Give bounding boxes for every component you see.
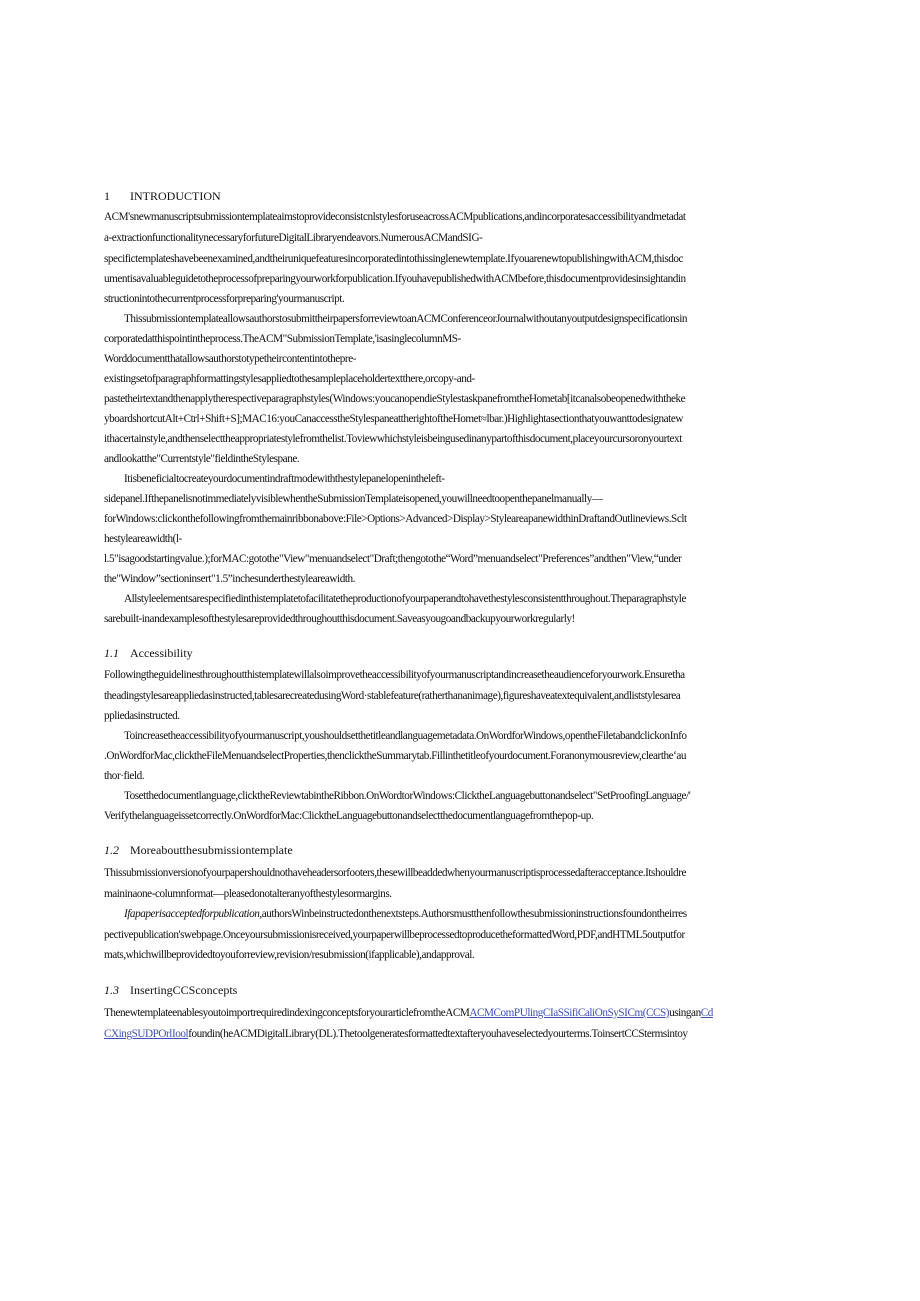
- subsection-heading: 1.3 InsertingCCSconcepts: [104, 983, 238, 997]
- text-line: Tosetthedocumentlanguage,clicktheReviewtabintheRibbon.OnWordtorWindows:ClicktheLanguagebuttonandselect"SetProofingLanguage/': [124, 790, 691, 802]
- text-line: Worddocumentthatallowsauthorstotypetheircontentintothepre-: [104, 353, 356, 365]
- text-line: sarebuilt-inandexamplesofthestylesareprovidedthroughoutthisdocument.Saveasyougoandbackupyourworkregularly!: [104, 613, 575, 625]
- subsection-heading: 1.2 Moreaboutthesubmissiontemplate: [104, 843, 293, 857]
- text-line: CXingSUDPOrlIoolfoundin(heACMDigitalLibrary(DL).Thetoolgeneratesformattedtextafteryouhaveselectedyourterms.ToinsertCCStermsintoy: [104, 1028, 688, 1040]
- text-line: pectivepublication'swebpage.Onceyoursubmissionisreceived,yourpaperwillbeprocessedtoproducetheformattedWord,PDF,andHTML5outputfor: [104, 929, 685, 941]
- text-line: sidepanel.IfthepanelisnotimmediatelyvisiblewhentheSubmissionTemplateisopened,youwillneedtoopenthepanelmanually—: [104, 493, 603, 505]
- text-line: ppliedasinstructed.: [104, 710, 180, 722]
- text-line: Allstyleelementsarespecifiedinthistemplatetofacilitatetheproductionofyourpaperandtohavethestylesconsistentthroughout.Theparagraphstyle: [124, 593, 686, 605]
- ccs-tool-link-cont[interactable]: CXingSUDPOrlIool: [104, 1028, 189, 1040]
- text-line: a-extractionfunctionalitynecessaryforfutureDigitalLibraryendeavors.NumerousACMandSIG-: [104, 232, 483, 244]
- text-line: Ifapaperisacceptedforpublication,authorsWinbeinstructedonthenextsteps.Authorsmustthenfollowthesubmissioninstructionsfoundontheirres: [124, 908, 687, 920]
- text-line: yboardshortcutAlt+Ctrl+Shift+S];MAC16:youCanaccesstheStylespaneattherightoftheHomet≈lbar.)Highlightasectionthatyouwanttodesignatew: [104, 413, 683, 425]
- text-line: Verifythelanguageissetcorrectly.OnWordforMac:ClicktheLanguagebuttonandselectthedocumentlanguagefromthepop-up.: [104, 810, 594, 822]
- text-line: corporatedatthispointintheprocess.TheACM"SubmissionTemplate,'isasinglecolumnMS-: [104, 333, 461, 345]
- text-line: Followingtheguidelinesthroughoutthistemplatewillalsoimprovetheaccessibilityofyourmanuscriptandincreasetheaudienceforyourwork.Ensuretha: [104, 669, 685, 681]
- text-line: specifictemplateshavebeenexamined,andtheiruniquefeaturesincorporatedintothissinglenewtemplate.IfyouarenewtopublishingwithACM,thisdoc: [104, 253, 684, 265]
- text-line: ithacertainstyle,andthenselecttheappropriatestylefromthelist.Toviewwhichstyleisbeingusedinanypartofthisdocument,placeyourcursoronyourtext: [104, 433, 682, 445]
- text-line: ThenewtemplateenablesyoutoimportrequiredindexingconceptsforyourarticlefromtheACMACMComPUlingCIaSSifiCaliOnSySICm(CCS)usinganCd: [104, 1007, 713, 1019]
- text-line: .OnWordforMac,clicktheFileMenuandselectProperties,thenclicktheSummarytab.Fillinthetitleofyourdocument.Foranonymousreview,cleartheʻau: [104, 750, 687, 762]
- text-line: maininaone-columnformat—pleasedonotalteranyofthestylesormargins.: [104, 888, 392, 900]
- section-heading: 1 INTRODUCTION: [104, 189, 221, 203]
- text-line: Toincreasetheaccessibilityofyourmanuscript,youshouldsetthetitleandlanguagemetadata.OnWordforWindows,opentheFiletabandclickonInfo: [124, 730, 687, 742]
- text-line: ACM'snewmanuscriptsubmissiontemplateaimstoprovideconsistcnlstylesforuseacrossACMpublications,andincorporatesaccessibilityandmetadat: [104, 211, 686, 223]
- text-line: umentisavaluableguidetotheprocessofpreparingyourworkforpublication.IfyouhavepublishedwithACMbefore,thisdocumentprovidesinsightandin: [104, 273, 686, 285]
- text-line: forWindows:clickonthefollowingfromthemainribbonabove:File>Options>Advanced>Display>StyleareapanewidthinDraftandOutlineviews.Sclt: [104, 513, 687, 525]
- text-line: existingsetofparagraphformattingstylesappliedtothesampleplaceholdertextthere,orcopy-and-: [104, 373, 475, 385]
- text-line: Thissubmissionversionofyourpapershouldnothaveheadersorfooters,thesewillbeaddedwhenyourmanuscriptisprocessedafteracceptance.Itshouldre: [104, 867, 686, 879]
- text-line: andlookatthe"Currentstyle"fieldintheStylespane.: [104, 453, 300, 465]
- ccs-tool-link[interactable]: Cd: [700, 1007, 713, 1019]
- text-line: l.5"isagoodstartingvalue.);forMAC:gotothe"View"menuandselect"Draft;thengotothe“Word”menuandselect"Preferences”andthen"View,“under: [104, 553, 682, 565]
- text-line: ThissubmissiontemplateallowsauthorstosubmittheirpapersforreviewtoanACMConferenceorJournalwithoutanyoutputdesignspecificationsin: [124, 313, 688, 325]
- text-line: mats,whichwillbeprovidedtoyouforreview,revision/resubmission(ifapplicable),andapproval.: [104, 949, 475, 961]
- text-line: hestyleareawidth(l-: [104, 533, 182, 545]
- text-line: the"Window”sectioninsert"1.5”inchesunderthestyleareawidth.: [104, 573, 355, 585]
- text-line: theadingstylesareappliedasinstructed,tablesarecreatedusingWord·stablefeature(ratherthananimage),figureshaveatextequivalent,andliststylesarea: [104, 690, 681, 702]
- subsection-heading: 1.1 Accessibility: [104, 646, 193, 660]
- ccs-link[interactable]: ACMComPUlingCIaSSifiCaliOnSySICm(CCS): [469, 1007, 670, 1019]
- text-line: pastetheirtextandthenapplytherespectiveparagraphstyles(Windows:youcanopendieStylestaskpanefromtheHometab[itcanalsobeopenedwiththeke: [104, 393, 686, 405]
- text-line: thor·field.: [104, 770, 145, 782]
- text-line: structionintothecurrentprocessforpreparing'yourmanuscript.: [104, 293, 345, 305]
- text-line: Itisbeneficialtocreateyourdocumentindraftmodewiththestylepanelopenintheleft-: [124, 473, 445, 485]
